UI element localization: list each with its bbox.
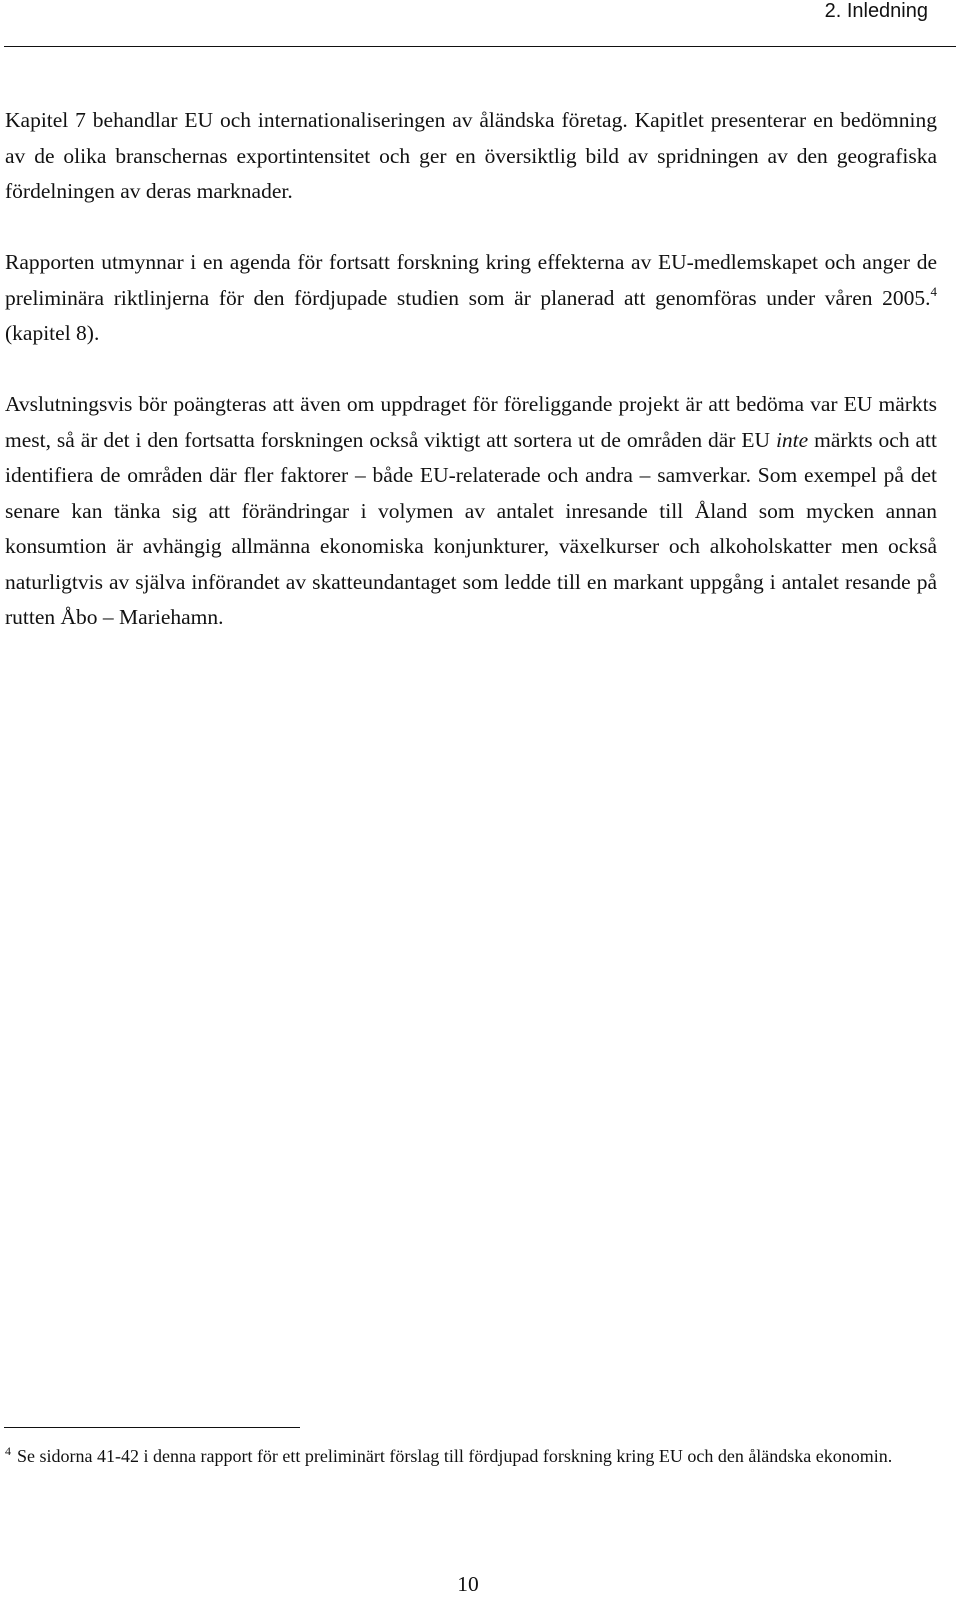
footnote-text: Se sidorna 41-42 i denna rapport för ett preliminärt förslag till fördjupad forskning kring EU och den åländska ekonomin. <box>17 1446 893 1466</box>
emphasis-inte: inte <box>775 427 809 452</box>
chapter-title: 2. Inledning <box>824 0 928 22</box>
page-header <box>0 0 960 24</box>
paragraph-research-agenda-text: Rapporten utmynnar i en agenda för fortsatt forskning kring effekterna av EU-medlemskapet och anger de preliminära riktlinjerna för den fördjupade studien som är planerad att genomföras under våren 2005. <box>5 250 937 310</box>
paragraph-conclusion <box>5 387 937 636</box>
footnote <box>5 1441 937 1471</box>
footnote-number: 4 <box>5 1444 11 1458</box>
footnote-separator <box>4 1427 300 1428</box>
paragraph-chapter-7: Kapitel 7 behandlar EU och internationaliseringen av åländska företag. Kapitlet presenterar en bedömning av de olika branschernas exportintensitet och ger en översiktlig bild av spridningen av den geografiska fördelningen av deras marknader. <box>5 108 937 203</box>
paragraph-research-agenda-tail: (kapitel 8). <box>5 321 100 345</box>
paragraph-conclusion-text-2: märkts och att identifiera de områden där fler faktorer – både EU-relaterade och andra – samverkar. Som exempel på det senare kan tänka sig att förändringar i volymen av antalet inresande till Åland som mycken annan konsumtion är avhängig allmänna ekonomiska konjunkturer, växelkurser och alkoholskatter men också naturligtvis av själva införandet av skatteundantaget som ledde till en markant uppgång i antalet resande på rutten Åbo – Mariehamn. <box>5 427 937 629</box>
paragraph-conclusion-text-1: Avslutningsvis bör poängteras att även om uppdraget för föreliggande projekt är att bedöma var EU märkts mest, så är det i den fortsatta forskningen också viktigt att sortera ut de områden där EU <box>5 392 937 452</box>
page-number: 10 <box>457 1572 479 1596</box>
footnote-reference[interactable]: 4 <box>930 283 937 299</box>
header-rule <box>4 46 956 47</box>
paragraph-research-agenda <box>5 245 937 352</box>
